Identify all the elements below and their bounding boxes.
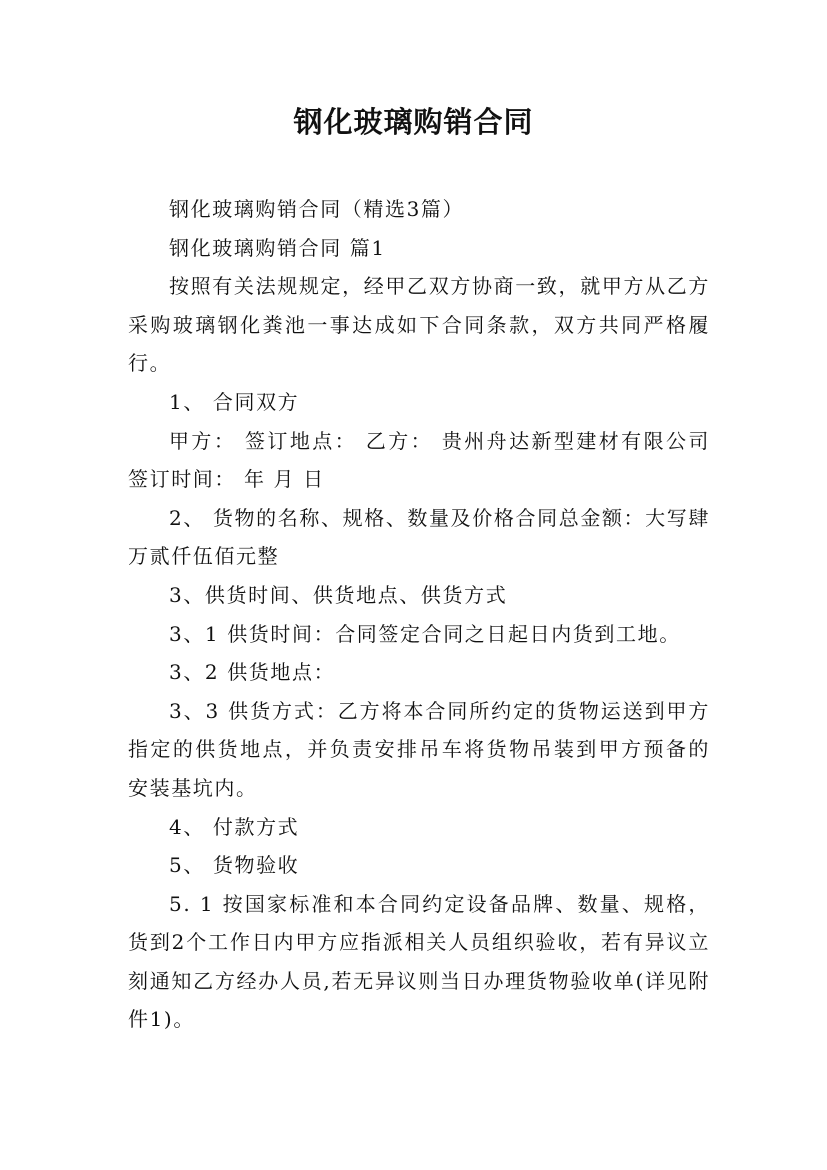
intro-paragraph: 按照有关法规规定，经甲乙双方协商一致，就甲方从乙方采购玻璃钢化粪池一事达成如下合同条款，双方共同严格履行。 bbox=[128, 274, 710, 376]
clause-5-heading: 5、 货物验收 bbox=[169, 853, 300, 878]
document-title: 钢化玻璃购销合同 bbox=[293, 105, 534, 139]
clause-3-heading: 3、供货时间、供货地点、供货方式 bbox=[169, 582, 508, 607]
clause-3-3-paragraph: 3、3 供货方式：乙方将本合同所约定的货物运送到甲方指定的供货地点，并负责安排吊车将货物吊装到甲方预备的安装基坑内。 bbox=[128, 698, 710, 800]
document-body bbox=[128, 190, 710, 1039]
parties-paragraph: 甲方： 签订地点： 乙方： 贵州舟达新型建材有限公司 签订时间： 年 月 日 bbox=[128, 428, 710, 492]
clause-5-1-paragraph: 5. 1 按国家标准和本合同约定设备品牌、数量、规格，货到2个工作日内甲方应指派相关人员组织验收，若有异议立刻通知乙方经办人员,若无异议则当日办理货物验收单(详见附件1)。 bbox=[128, 891, 710, 1032]
clause-4-heading: 4、 付款方式 bbox=[169, 814, 300, 839]
clause-3-1-paragraph: 3、1 供货时间：合同签定合同之日起日内货到工地。 bbox=[169, 621, 681, 646]
clause-3-2-paragraph: 3、2 供货地点： bbox=[169, 660, 336, 685]
clause-1-heading: 1、 合同双方 bbox=[169, 389, 300, 414]
subtitle-line: 钢化玻璃购销合同（精选3篇） bbox=[169, 197, 465, 221]
clause-2-paragraph: 2、 货物的名称、规格、数量及价格合同总金额：大写肆万贰仟伍佰元整 bbox=[128, 505, 710, 569]
section-heading: 钢化玻璃购销合同 篇1 bbox=[169, 235, 386, 260]
